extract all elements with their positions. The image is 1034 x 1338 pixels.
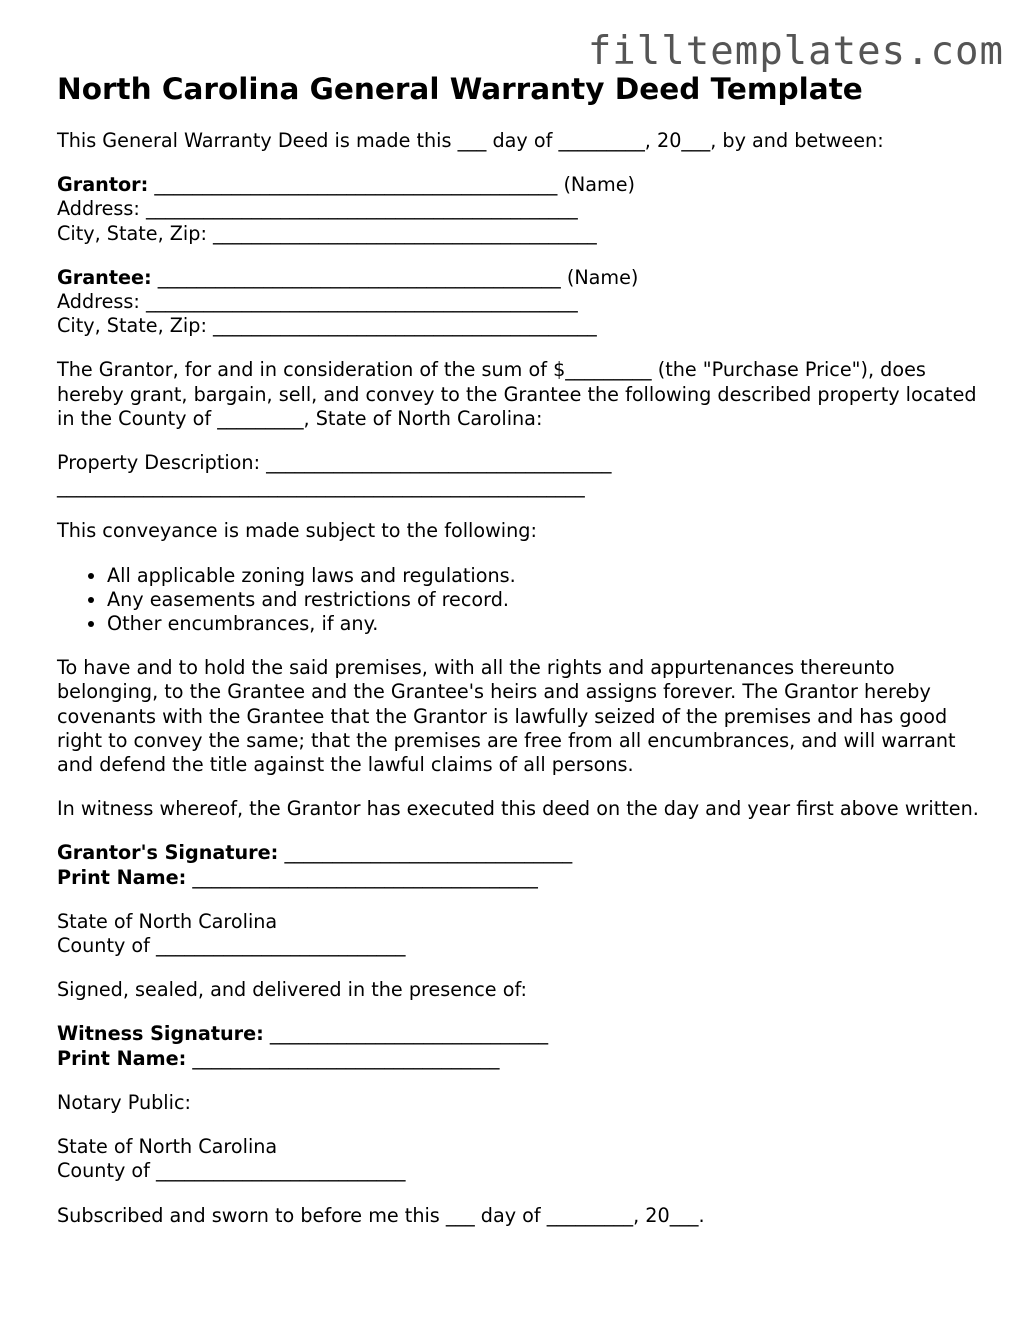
grantee-name-row	[57, 266, 987, 290]
subject-intro: This conveyance is made subject to the following:	[57, 519, 537, 543]
witness-signature-block	[57, 1022, 987, 1070]
grantor-print-name-field: ____________________________________	[186, 865, 538, 889]
print-name-label: Print Name:	[57, 1046, 187, 1070]
grantor-name-row	[57, 173, 987, 197]
grantor-signature-block	[57, 841, 987, 889]
grantor-city-field: City, State, Zip: ________________________________________	[57, 221, 597, 245]
deed-document	[57, 70, 987, 1248]
consideration-paragraph: The Grantor, for and in consideration of the sum of $_________ (the "Purchase Price"), does hereby grant, bargain, sell, and convey to the Grantee the following described property located in the County of _________, State of North Carolina:	[57, 358, 977, 430]
witness-signature-row	[57, 1022, 987, 1046]
grantor-label: Grantor:	[57, 173, 149, 197]
property-description-block	[57, 451, 987, 499]
witness-signature-label: Witness Signature:	[57, 1022, 264, 1046]
witness-clause: In witness whereof, the Grantor has executed this deed on the day and year first above written.	[57, 797, 979, 821]
grantee-name-field: __________________________________________ (Name)	[151, 265, 639, 289]
notary-venue-block	[57, 1135, 987, 1183]
grantor-signature-row	[57, 841, 987, 865]
grantor-signature-label: Grantor's Signature:	[57, 841, 279, 865]
print-name-label: Print Name:	[57, 865, 187, 889]
witness-print-name-row	[57, 1047, 987, 1071]
conditions-list	[57, 564, 987, 637]
grantor-name-field: __________________________________________ (Name)	[148, 173, 636, 197]
grantor-print-name-row	[57, 866, 987, 890]
list-item: • Any easements and restrictions of record.	[107, 588, 987, 612]
grantee-city-field: City, State, Zip: ________________________________________	[57, 314, 597, 338]
list-item: • Other encumbrances, if any.	[107, 612, 987, 636]
venue-state: State of North Carolina	[57, 909, 278, 933]
property-description-field: Property Description: ____________________________________	[57, 451, 612, 475]
jurat-statement: Subscribed and sworn to before me this ___ day of _________, 20___.	[57, 1203, 705, 1227]
property-description-line: _______________________________________________________	[57, 475, 585, 499]
notary-venue-state: State of North Carolina	[57, 1135, 278, 1159]
grantor-block	[57, 173, 987, 246]
list-item: • All applicable zoning laws and regulations.	[107, 564, 987, 588]
venue-county-field: County of __________________________	[57, 934, 406, 958]
document-title: North Carolina General Warranty Deed Template	[57, 72, 863, 106]
grantee-block	[57, 266, 987, 339]
grantor-signature-field: ______________________________	[278, 841, 573, 865]
witness-signature-field: _____________________________	[263, 1022, 549, 1046]
witness-print-name-field: ________________________________	[186, 1046, 500, 1070]
venue-block	[57, 910, 987, 958]
habendum-paragraph: To have and to hold the said premises, with all the rights and appurtenances thereunto belonging, to the Grantee and the Grantee's heirs and assigns forever. The Grantor hereby covenants with the Grantee that the Grantor is lawfully seized of the premises and has good right to convey the same; that the premises are free from all encumbrances, and will warrant and defend the title against the lawful claims of all persons.	[57, 656, 956, 777]
notary-heading: Notary Public:	[57, 1090, 191, 1114]
grantee-address-field: Address: _____________________________________________	[57, 290, 578, 314]
site-watermark: filltemplates.com	[587, 29, 1004, 74]
grantor-address-field: Address: _____________________________________________	[57, 197, 578, 221]
notary-venue-county-field: County of __________________________	[57, 1159, 406, 1183]
intro-paragraph: This General Warranty Deed is made this ___ day of _________, 20___, by and between:	[57, 129, 884, 152]
grantee-label: Grantee:	[57, 265, 152, 289]
presence-statement: Signed, sealed, and delivered in the presence of:	[57, 978, 527, 1002]
